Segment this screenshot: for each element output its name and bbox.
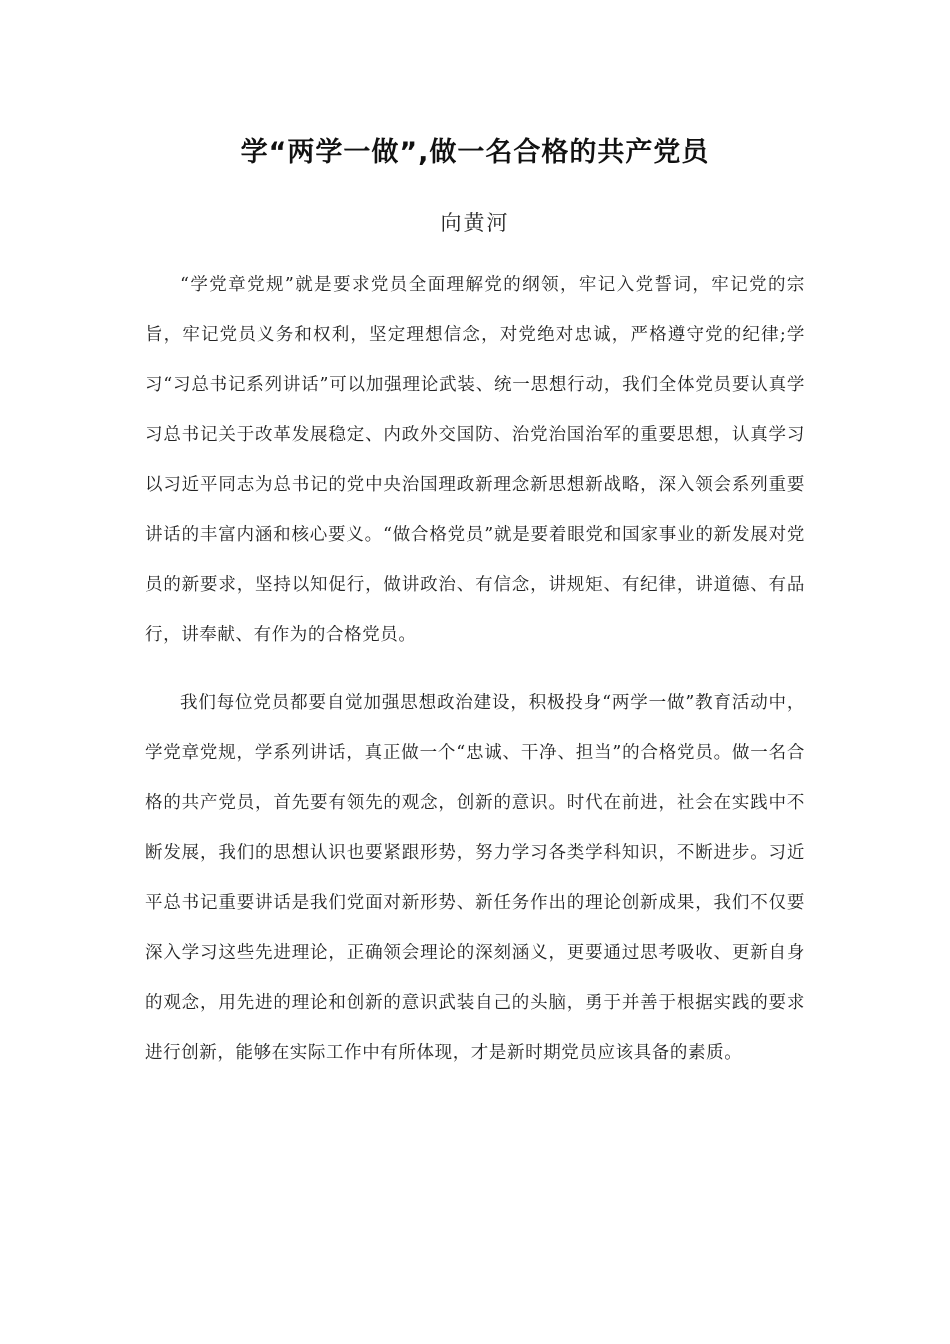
document-title: 学“两学一做”,做一名合格的共产党员: [240, 137, 710, 168]
body-paragraph-2: 我们每位党员都要自觉加强思想政治建设，积极投身“两学一做”教育活动中，学党章党规，学系列讲话，真正做一个“忠诚、干净、担当”的合格党员。做一名合格的共产党员，首先要有领先的观念，创新的意识。时代在前进，社会在实践中不断发展，我们的思想认识也要紧跟形势，努力学习各类学科知识，不断进步。习近平总书记重要讲话是我们党面对新形势、新任务作出的理论创新成果，我们不仅要深入学习这些先进理论，正确领会理论的深刻涵义，更要通过思考吸收、更新自身的观念，用先进的理论和创新的意识武装自己的头脑，勇于并善于根据实践的要求进行创新，能够在实际工作中有所体现，才是新时期党员应该具备的素质。: [145, 693, 805, 1063]
author-name: 向黄河: [440, 211, 510, 235]
body-paragraph-1: “学党章党规”就是要求党员全面理解党的纲领，牢记入党誓词，牢记党的宗旨，牢记党员义务和权利，坚定理想信念，对党绝对忠诚，严格遵守党的纪律;学习“习总书记系列讲话”可以加强理论武装、统一思想行动，我们全体党员要认真学习总书记关于改革发展稳定、内政外交国防、治党治国治军的重要思想，认真学习以习近平同志为总书记的党中央治国理政新理念新思想新战略，深入领会系列重要讲话的丰富内涵和核心要义。“做合格党员”就是要着眼党和国家事业的新发展对党员的新要求，坚持以知促行，做讲政治、有信念，讲规矩、有纪律，讲道德、有品行，讲奉献、有作为的合格党员。: [145, 275, 805, 645]
